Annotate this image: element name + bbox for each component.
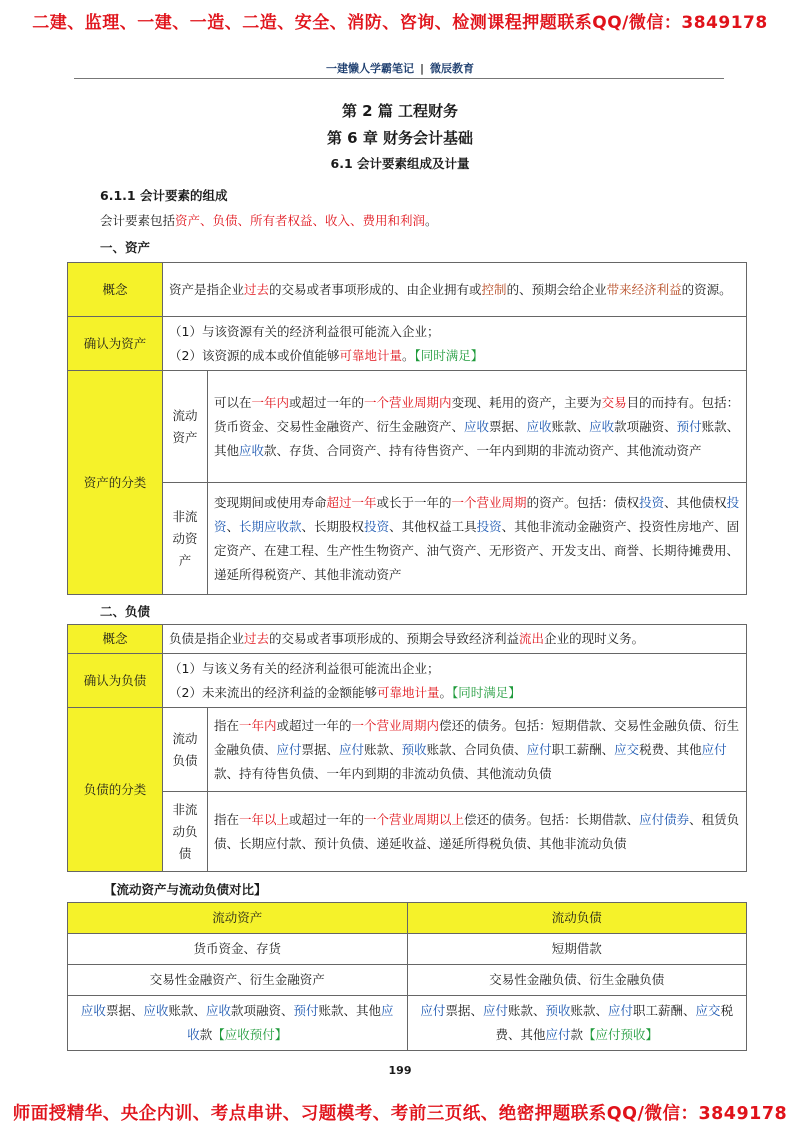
liabilities-table <box>67 624 747 872</box>
intro-text <box>100 211 438 229</box>
subsection-title: 6.1.1 会计要素的组成 <box>100 188 228 203</box>
liab-concept-label: 概念 <box>68 625 163 654</box>
assets-confirm-2: （2）该资源的成本或价值能够可靠地计量。【同时满足】 <box>169 347 484 363</box>
assets-concept-label: 概念 <box>68 263 163 317</box>
compare-r2-b: 交易性金融负债、衍生金融负债 <box>407 965 747 996</box>
assets-confirm-label: 确认为资产 <box>68 317 163 371</box>
compare-table <box>67 902 747 1051</box>
noncurrent-assets-text: 变现期间或使用寿命超过一年或长于一年的一个营业周期的资产。包括：债权投资、其他债权投资、长期应收款、长期股权投资、其他权益工具投资、其他非流动金融资产、投资性房地产、固定资产、在建工程、生产性生物资产、油气资产、无形资产、开发支出、商誉、长期待摊费用、递延所得税资产、其他非流动资产 <box>208 483 747 595</box>
noncurrent-liab-label: 非流动负债 <box>163 792 208 872</box>
liab-confirm-2: （2）未来流出的经济利益的金额能够可靠地计量。【同时满足】 <box>169 684 521 700</box>
assets-table <box>67 262 747 595</box>
compare-r1-a: 货币资金、存货 <box>68 934 408 965</box>
liab-confirm-text <box>163 654 747 708</box>
current-liab-text: 指在一年内或超过一年的一个营业周期内偿还的债务。包括：短期借款、交易性金融负债、衍生金融负债、应付票据、应付账款、预收账款、合同负债、应付职工薪酬、应交税费、其他应付款、持有待售负债、一年内到期的非流动负债、其他流动负债 <box>208 708 747 792</box>
compare-r3-a: 应收票据、应收账款、应收款项融资、预付账款、其他应收款【应收预付】 <box>68 996 408 1051</box>
assets-confirm-text <box>163 317 747 371</box>
top-ad-banner: 二建、监理、一建、一造、二造、安全、消防、咨询、检测课程押题联系QQ/微信：3849178 <box>32 13 768 33</box>
running-header <box>0 60 800 76</box>
assets-class-label: 资产的分类 <box>68 371 163 595</box>
header-rule <box>74 78 724 79</box>
compare-heading: 【流动资产与流动负债对比】 <box>104 882 267 897</box>
noncurrent-assets-label: 非流动资产 <box>163 483 208 595</box>
current-assets-text: 可以在一年内或超过一年的一个营业周期内变现、耗用的资产，主要为交易目的而持有。包括：货币资金、交易性金融资产、衍生金融资产、应收票据、应收账款、应收款项融资、预付账款、其他应收款、存货、合同资产、持有待售资产、一年内到期的非流动资产、其他流动资产 <box>208 371 747 483</box>
intro-prefix: 会计要素包括 <box>100 213 176 228</box>
compare-r3-b: 应付票据、应付账款、预收账款、应付职工薪酬、应交税费、其他应付款【应付预收】 <box>407 996 747 1051</box>
liab-confirm-1: （1）与该义务有关的经济利益很可能流出企业； <box>169 660 440 676</box>
intro-suffix: 。 <box>425 213 438 228</box>
liab-confirm-label: 确认为负债 <box>68 654 163 708</box>
page-number: 199 <box>388 1064 412 1077</box>
liab-class-label: 负债的分类 <box>68 708 163 872</box>
assets-confirm-1: （1）与该资源有关的经济利益很可能流入企业； <box>169 323 440 339</box>
header-left: 一建懒人学霸笔记 <box>325 62 414 75</box>
assets-concept-text: 资产是指企业过去的交易或者事项形成的、由企业拥有或控制的、预期会给企业带来经济利益的资源。 <box>163 263 747 317</box>
compare-col-b: 流动负债 <box>407 903 747 934</box>
assets-heading: 一、资产 <box>100 240 151 255</box>
intro-items: 资产、负债、所有者权益、收入、费用和利润 <box>175 213 426 228</box>
current-assets-label: 流动资产 <box>163 371 208 483</box>
compare-r2-a: 交易性金融资产、衍生金融资产 <box>68 965 408 996</box>
current-liab-label: 流动负债 <box>163 708 208 792</box>
noncurrent-liab-text: 指在一年以上或超过一年的一个营业周期以上偿还的债务。包括：长期借款、应付债券、租赁负债、长期应付款、预计负债、递延收益、递延所得税负债、其他非流动负债 <box>208 792 747 872</box>
section-title: 6.1 会计要素组成及计量 <box>330 156 470 171</box>
liabilities-heading: 二、负债 <box>100 604 151 619</box>
part-title: 第 2 篇 工程财务 <box>341 102 459 120</box>
header-sep: | <box>419 62 425 75</box>
compare-col-a: 流动资产 <box>68 903 408 934</box>
chapter-title: 第 6 章 财务会计基础 <box>326 129 474 147</box>
compare-r1-b: 短期借款 <box>407 934 747 965</box>
liab-concept-text: 负债是指企业过去的交易或者事项形成的、预期会导致经济利益流出企业的现时义务。 <box>163 625 747 654</box>
bottom-ad-banner: 师面授精华、央企内训、考点串讲、习题模考、考前三页纸、绝密押题联系QQ/微信：3849178 <box>12 1104 788 1124</box>
header-right: 微辰教育 <box>430 62 475 75</box>
